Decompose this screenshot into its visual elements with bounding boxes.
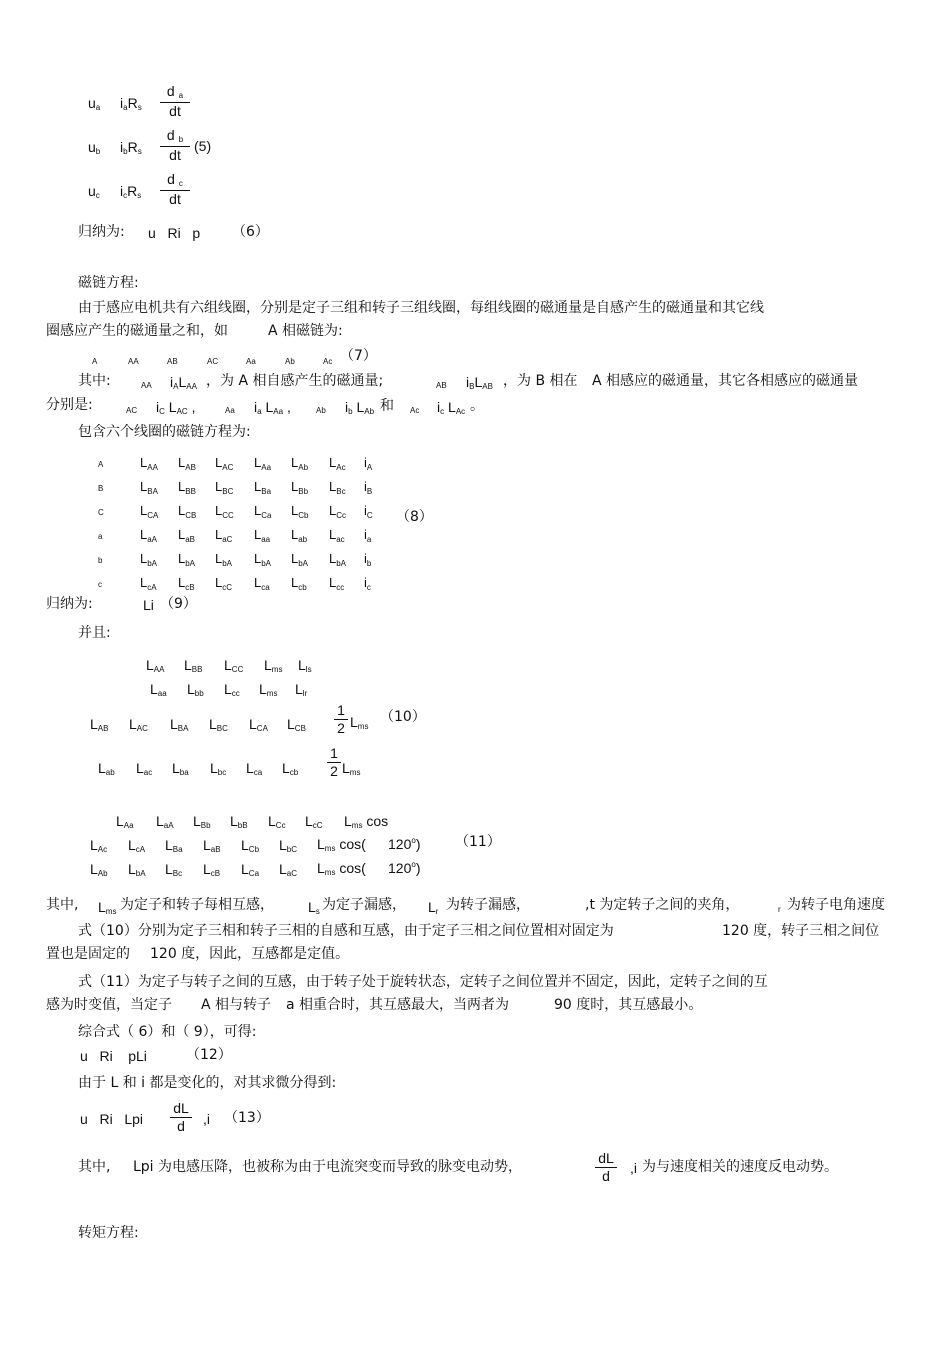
- eq10-Lms-2: Lms: [342, 760, 361, 777]
- f-ia-LAa: ia LAa ,: [254, 399, 291, 416]
- last-ri: ,i: [630, 1160, 637, 1176]
- eq7-sub: AA: [128, 357, 139, 366]
- eq8-L-entry: $L_{bA}$: [215, 551, 233, 568]
- eq8-i-entry: $i_b$: [364, 551, 372, 568]
- last-frac: $\frac{dL}{d}$: [595, 1150, 617, 1185]
- eq11-L-term: LAc: [90, 837, 108, 854]
- eq5-number: (5): [194, 138, 212, 154]
- eq11-L-term: LAb: [90, 861, 108, 878]
- eq8-L-entry: $L_{AC}$: [215, 455, 234, 472]
- eq8-L-entry: $L_{Aa}$: [254, 455, 272, 472]
- eq8-L-entry: $L_{bA}$: [291, 551, 309, 568]
- eq11-r3-tail: Lms cos(: [317, 860, 366, 877]
- eq11-number: （11）: [455, 834, 501, 850]
- eq11-L-term: LcA: [128, 837, 146, 854]
- eq8-i-entry: $i_C$: [364, 503, 373, 520]
- f-he: 和: [380, 398, 394, 414]
- eq12-number: （12）: [186, 1047, 232, 1063]
- eq10-half-1: $\frac{1}{2}$: [334, 702, 348, 737]
- eq11-L-term: LCa: [241, 861, 260, 878]
- eq8-psi-label: B: [98, 484, 104, 493]
- eq8-L-entry: $L_{bA}$: [140, 551, 158, 568]
- f-end: 。: [470, 398, 484, 414]
- eq10-L-term: LBB: [184, 657, 203, 674]
- eq13-ri: ,i: [203, 1111, 210, 1127]
- eq5-frac-c: $\frac{\text{d c}}{dt}$: [160, 171, 190, 208]
- f-sub-AC: AC: [126, 406, 138, 415]
- eq11-L-term: LaA: [156, 813, 174, 830]
- eq11-L-term: LAa: [116, 813, 134, 830]
- eq8-L-entry: $L_{cc}$: [329, 575, 345, 592]
- eq10-L-term: LCA: [249, 716, 268, 733]
- p11-line2: 感为时变值，当定子: [46, 997, 172, 1013]
- p11-line1: 式（11）为定子与转子之间的互感，由于转子处于旋转状态，定转子之间位置并不固定，因此，定转子之间的互: [78, 974, 768, 990]
- eq8-L-entry: $L_{ac}$: [329, 527, 345, 544]
- q-iA-LAA: iALAA: [170, 374, 197, 391]
- eq8-L-entry: $L_{cb}$: [291, 575, 307, 592]
- eq8-L-entry: $L_{AA}$: [140, 455, 158, 472]
- eq11-r2-tail: Lms cos(: [317, 836, 366, 853]
- eq8-L-entry: $L_{bA}$: [254, 551, 272, 568]
- eq8-L-entry: $L_{Cc}$: [329, 503, 347, 520]
- eq5-ua: ua: [88, 95, 101, 112]
- eq11-L-term: LbC: [279, 837, 298, 854]
- q-sub-AA: AA: [141, 381, 152, 390]
- eq8-i-entry: $i_c$: [364, 575, 371, 592]
- eq6-label: 归纳为:: [78, 224, 125, 240]
- eq8-L-entry: $L_{Ba}$: [254, 479, 272, 496]
- eq8-psi-label: a: [98, 532, 103, 541]
- eq5-ib-rs: ibRs: [120, 139, 142, 156]
- eq8-L-entry: $L_{Ac}$: [329, 455, 346, 472]
- eq11-L-term: LBb: [193, 813, 211, 830]
- eq8-L-entry: $L_{aC}$: [215, 527, 233, 544]
- q-text2: ，为 B 相在: [503, 373, 578, 389]
- eq8-L-entry: $L_{ab}$: [291, 527, 308, 544]
- f-sub-Aa: Aa: [225, 406, 235, 415]
- eq8-L-entry: $L_{Bc}$: [329, 479, 346, 496]
- eq11-L-term: LBc: [165, 861, 183, 878]
- eq10-number: （10）: [380, 709, 426, 725]
- eq10-half-2: $\frac{1}{2}$: [327, 745, 341, 780]
- f-sub-Ac: Ac: [410, 406, 420, 415]
- eq11-r1-tail: Lms cos: [344, 813, 389, 830]
- eq11-L-term: LcC: [305, 813, 323, 830]
- eq10-L-term: LAC: [129, 716, 148, 733]
- bingqie-label: 并且:: [78, 625, 111, 641]
- eq7-sub: Ab: [285, 357, 295, 366]
- youyu-line: 由于 L 和 i 都是变化的，对其求微分得到:: [78, 1075, 337, 1091]
- q-iB-LAB: iBLAB: [466, 374, 493, 391]
- eq8-L-entry: $L_{aA}$: [140, 527, 158, 544]
- eq5-ub: ub: [88, 139, 101, 156]
- eq7-sub: AC: [207, 357, 219, 366]
- f-ib-LAb: ib LAb: [345, 399, 375, 416]
- q-sub-AB: AB: [436, 381, 447, 390]
- q2: 为定子和转子每相互感，: [120, 897, 274, 913]
- eq10-L-term: Lab: [98, 760, 115, 777]
- p11-line2d: 90 度时，其互感最小。: [554, 997, 703, 1013]
- eq13-number: （13）: [224, 1110, 270, 1126]
- eq8-L-entry: $L_{cB}$: [178, 575, 195, 592]
- eq8-L-entry: $L_{aa}$: [254, 527, 271, 544]
- eq8-psi-label: b: [98, 556, 103, 565]
- p10-line2: 置也是固定的: [46, 946, 130, 962]
- Ls-sym: Ls: [308, 899, 320, 916]
- eq8-i-entry: $i_A$: [364, 455, 373, 472]
- eq12-expression: u Ri pLi: [80, 1048, 147, 1064]
- flux-para1-A: A 相磁链为:: [268, 323, 343, 339]
- eq11-L-term: LbB: [230, 813, 248, 830]
- eq5-ic-rs: icRs: [120, 183, 142, 200]
- last-text: 为与速度相关的速度反电动势。: [642, 1159, 838, 1175]
- Lms-sym: Lms: [98, 899, 117, 916]
- eq10-L-term: LCC: [224, 657, 244, 674]
- eq5-frac-b: $\frac{\text{d b}}{dt}$: [160, 127, 190, 164]
- eq8-psi-label: C: [98, 508, 104, 517]
- q6: 为转子电角速度: [787, 897, 885, 913]
- eq10-L-term: Lbc: [210, 760, 227, 777]
- eq8-L-entry: $L_{Bb}$: [291, 479, 309, 496]
- f-iC-LAC: iC LAC ,: [156, 399, 196, 416]
- eq7-sub: A: [92, 357, 98, 366]
- eq9-expression: Li: [143, 597, 154, 613]
- eq10-L-term: Lms: [264, 657, 283, 674]
- eq11-r2-angle: 120$^o$): [388, 836, 421, 852]
- eq8-i-entry: $i_a$: [364, 527, 372, 544]
- eq11-L-term: LBa: [165, 837, 183, 854]
- eq10-L-term: LAA: [146, 657, 165, 674]
- q1: 其中,: [46, 897, 79, 913]
- eq9-label: 归纳为:: [46, 596, 93, 612]
- eq8-L-entry: $L_{Cb}$: [291, 503, 309, 520]
- eq7-sub: AB: [167, 357, 178, 366]
- p10-line1b: 120 度，转子三相之间位: [722, 923, 880, 939]
- p10-line2b: 120 度，因此，互感都是定值。: [150, 946, 350, 962]
- q5: ,t 为定转子之间的夹角，: [585, 897, 740, 913]
- q4: 为转子漏感，: [446, 897, 530, 913]
- eq10-L-term: Lcb: [282, 760, 299, 777]
- p11-line2c: a 相重合时，其互感最大，当两者为: [286, 997, 510, 1013]
- eq11-L-term: LaB: [203, 837, 221, 854]
- eq10-L-term: Laa: [150, 681, 167, 698]
- eq8-L-entry: $L_{CA}$: [140, 503, 159, 520]
- fenbie-label: 分别是:: [46, 397, 93, 413]
- eq8-psi-label: A: [98, 460, 104, 469]
- eq11-r3-angle: 120$^o$): [388, 860, 421, 876]
- flux-para1-line1: 由于感应电机共有六组线圈，分别是定子三组和转子三组线圈，每组线圈的磁通量是自感产生的磁通量和其它线: [78, 300, 764, 316]
- eq6-number: （6）: [232, 224, 269, 240]
- eq5-ia-rs: iaRs: [120, 95, 142, 112]
- q-text3: A 相感应的磁通量，其它各相感应的磁通量: [592, 373, 859, 389]
- eq10-L-term: LAB: [90, 716, 109, 733]
- Lr-sym: Lr: [428, 899, 439, 916]
- flux-para1-line2: 圈感应产生的磁通量之和，如: [46, 323, 228, 339]
- eq8-psi-label: c: [98, 580, 102, 589]
- eq10-L-term: Lba: [172, 760, 189, 777]
- eq11-L-term: LCb: [241, 837, 260, 854]
- eq8-L-entry: $L_{Ca}$: [254, 503, 272, 520]
- eq8-L-entry: $L_{cC}$: [215, 575, 233, 592]
- last-qizhong: 其中,: [78, 1159, 111, 1175]
- eq10-L-term: Lms: [259, 681, 278, 698]
- eq8-L-entry: $L_{bA}$: [178, 551, 196, 568]
- eq8-L-entry: $L_{BC}$: [215, 479, 234, 496]
- eq8-L-entry: $L_{ca}$: [254, 575, 270, 592]
- p10-line1: 式（10）分别为定子三相和转子三相的自感和互感，由于定子三相之间位置相对固定为: [78, 923, 614, 939]
- eq9-number: （9）: [160, 596, 197, 612]
- eq10-L-term: Llr: [295, 681, 308, 698]
- eq10-L-term: Lca: [246, 760, 263, 777]
- eq8-L-entry: $L_{bA}$: [329, 551, 347, 568]
- eq11-L-term: LbA: [128, 861, 146, 878]
- eq8-L-entry: $L_{cA}$: [140, 575, 157, 592]
- zonghe-line: 综合式（ 6）和（ 9），可得:: [78, 1024, 257, 1040]
- eq6-expression: u Ri p: [148, 225, 201, 241]
- eq8-i-entry: $i_B$: [364, 479, 373, 496]
- eq8-L-entry: $L_{AB}$: [178, 455, 196, 472]
- eq7-sub: Aa: [246, 357, 256, 366]
- eq8-L-entry: $L_{aB}$: [178, 527, 196, 544]
- torque-heading: 转矩方程:: [78, 1225, 139, 1241]
- eq13-frac: $\frac{dL}{d}$: [170, 1100, 192, 1135]
- f-ic-LAc: ic LAc: [437, 399, 466, 416]
- eq10-L-term: Lcc: [224, 681, 240, 698]
- p11-line2b: A 相与转子: [201, 997, 272, 1013]
- f-sub-Ab: Ab: [316, 406, 326, 415]
- flux-heading: 磁链方程:: [78, 275, 139, 291]
- eq8-L-entry: $L_{BA}$: [140, 479, 158, 496]
- eq10-L-term: Lls: [298, 657, 312, 674]
- eq10-Lms-1: Lms: [350, 714, 369, 731]
- eq8-L-entry: $L_{CB}$: [178, 503, 197, 520]
- q-text1: ，为 A 相自感产生的磁通量;: [206, 373, 384, 389]
- eq10-L-term: LBA: [170, 716, 189, 733]
- eq10-L-term: LCB: [287, 716, 306, 733]
- eq5-uc: uc: [88, 183, 100, 200]
- eq10-L-term: Lbb: [187, 681, 204, 698]
- eq7-number: （7）: [340, 348, 377, 364]
- eq11-L-term: LCc: [268, 813, 286, 830]
- q3: 为定子漏感，: [322, 897, 406, 913]
- last-lpi: Lpi 为电感压降，也被称为由于电流突变而导致的脉变电动势，: [133, 1159, 523, 1175]
- eq8-L-entry: $L_{CC}$: [215, 503, 234, 520]
- eq8-number: （8）: [396, 509, 433, 525]
- flux-para2: 包含六个线圈的磁链方程为:: [78, 424, 251, 440]
- eq7-sub: Ac: [323, 357, 333, 366]
- qizhong-label: 其中:: [78, 373, 111, 389]
- eq10-L-term: Lac: [136, 760, 153, 777]
- omega-r-sub: r: [778, 905, 781, 914]
- eq10-L-term: LBC: [209, 716, 228, 733]
- eq8-L-entry: $L_{Ab}$: [291, 455, 309, 472]
- eq8-L-entry: $L_{BB}$: [178, 479, 196, 496]
- eq11-L-term: LaC: [279, 861, 298, 878]
- eq5-frac-a: $\frac{\text{d a}}{dt}$: [160, 83, 190, 120]
- eq11-L-term: LcB: [203, 861, 221, 878]
- eq13-expression: u Ri Lpi: [80, 1111, 144, 1127]
